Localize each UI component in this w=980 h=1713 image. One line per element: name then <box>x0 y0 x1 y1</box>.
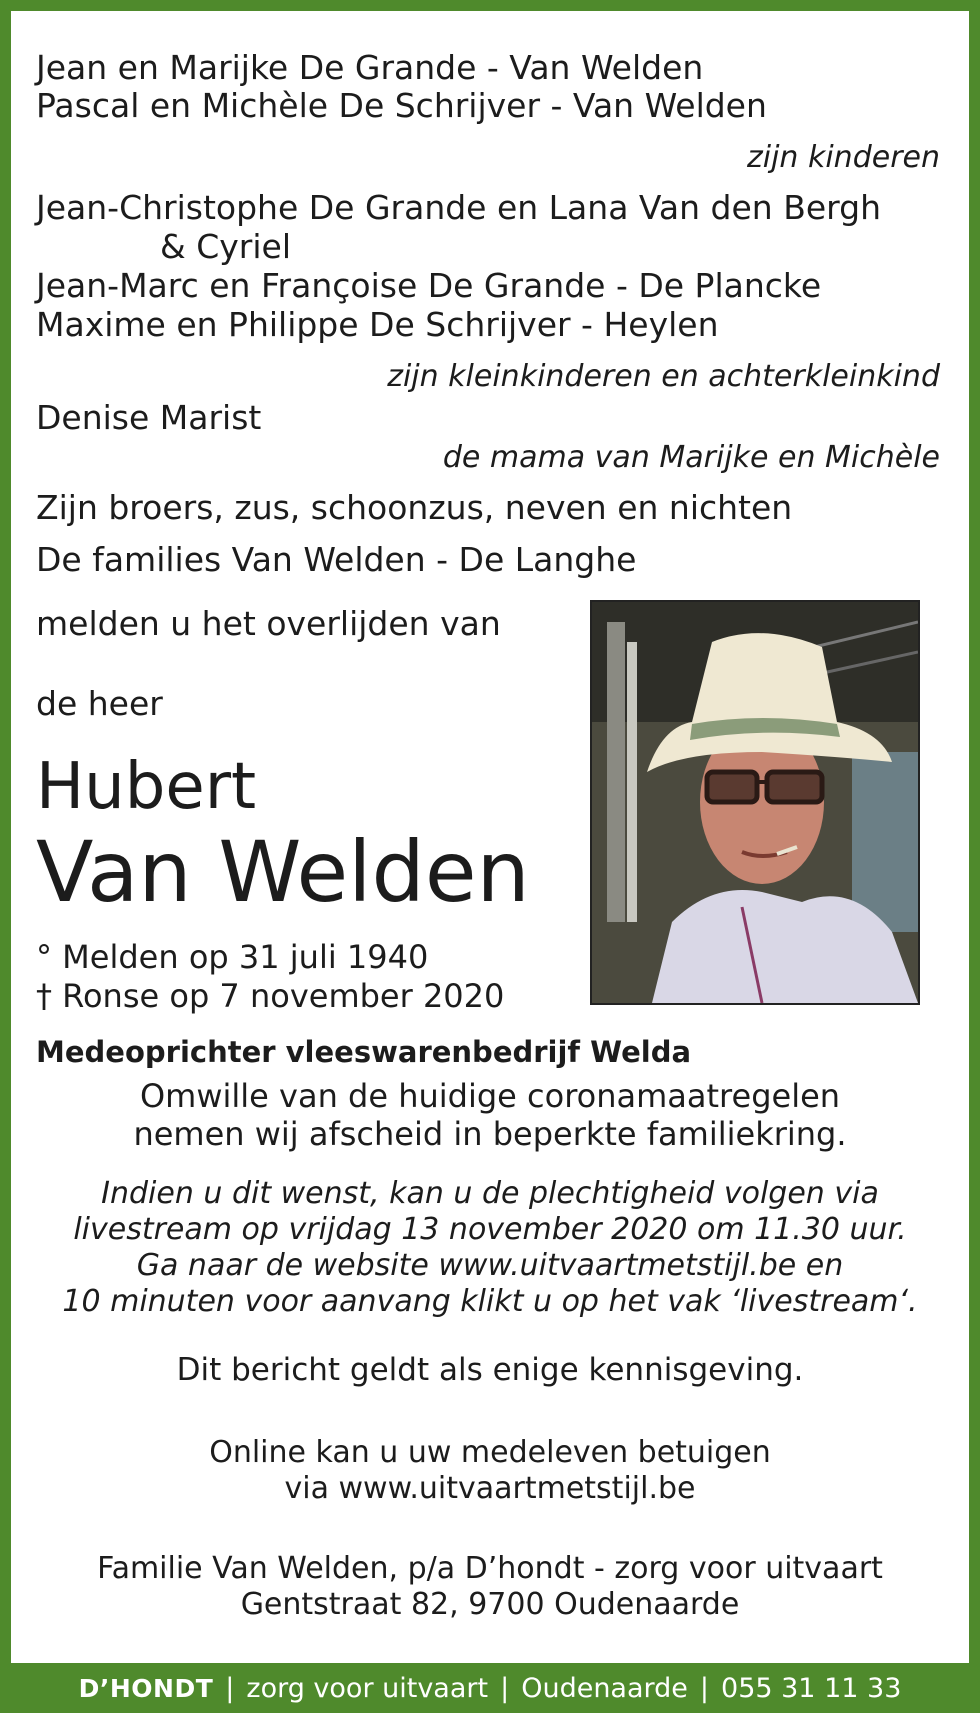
siblings: Zijn broers, zus, schoonzus, neven en nichten <box>36 488 793 527</box>
footer-service: zorg voor uitvaart <box>246 1672 489 1704</box>
death-line: † Ronse op 7 november 2020 <box>36 977 505 1015</box>
deceased-last-name: Van Welden <box>36 823 530 921</box>
footer-bar <box>0 1663 980 1713</box>
footer-separator: | <box>699 1672 710 1704</box>
livestream-line-1: Indien u dit wenst, kan u de plechtigheid volgen via <box>101 1176 879 1211</box>
sole-notice: Dit bericht geldt als enige kennisgeving. <box>176 1352 804 1388</box>
grandchildren-role: zijn kleinkinderen en achterkleinkind <box>387 359 940 394</box>
contact-line-1: Familie Van Welden, p/a D’hondt - zorg voor uitvaart <box>97 1551 883 1586</box>
portrait-photo <box>590 600 920 1005</box>
child-line-2: Pascal en Michèle De Schrijver - Van Welden <box>36 86 767 125</box>
condolence-line-2: via www.uitvaartmetstijl.be <box>284 1471 696 1506</box>
footer-separator: | <box>225 1672 235 1704</box>
contact-line-2: Gentstraat 82, 9700 Oudenaarde <box>240 1587 740 1622</box>
portrait-illustration <box>592 602 918 1003</box>
grandchild-line-2: & Cyriel <box>160 227 292 266</box>
grandchild-line-1: Jean-Christophe De Grande en Lana Van den Bergh <box>36 188 881 227</box>
children-role: zijn kinderen <box>747 140 940 175</box>
condolence-line-1: Online kan u uw medeleven betuigen <box>209 1435 771 1470</box>
livestream-line-4: 10 minuten voor aanvang klikt u op het vak ‘livestream‘. <box>62 1284 918 1319</box>
footer-city: Oudenaarde <box>521 1672 688 1704</box>
child-line-1: Jean en Marijke De Grande - Van Welden <box>36 48 704 87</box>
grandchild-line-3: Jean-Marc en Françoise De Grande - De Plancke <box>36 266 822 305</box>
birth-line: ° Melden op 31 juli 1940 <box>36 938 429 976</box>
livestream-line-2: livestream op vrijdag 13 november 2020 om 11.30 uur. <box>73 1212 907 1247</box>
grandchild-line-4: Maxime en Philippe De Schrijver - Heylen <box>36 305 719 344</box>
corona-line-1: Omwille van de huidige coronamaatregelen <box>139 1077 841 1115</box>
mother-in-law-role: de mama van Marijke en Michèle <box>442 440 940 475</box>
announce-line: melden u het overlijden van <box>36 604 501 643</box>
livestream-line-3: Ga naar de website www.uitvaartmetstijl.be en <box>136 1248 844 1283</box>
honorific: de heer <box>36 684 163 723</box>
deceased-first-name: Hubert <box>36 750 257 824</box>
occupation: Medeoprichter vleeswarenbedrijf Welda <box>36 1035 692 1069</box>
families: De families Van Welden - De Langhe <box>36 540 637 579</box>
mother-in-law: Denise Marist <box>36 398 262 437</box>
brand-logo: D’HONDT <box>78 1673 214 1703</box>
footer-phone: 055 31 11 33 <box>721 1672 902 1704</box>
corona-line-2: nemen wij afscheid in beperkte familiekring. <box>133 1115 847 1153</box>
footer-separator: | <box>500 1672 510 1704</box>
